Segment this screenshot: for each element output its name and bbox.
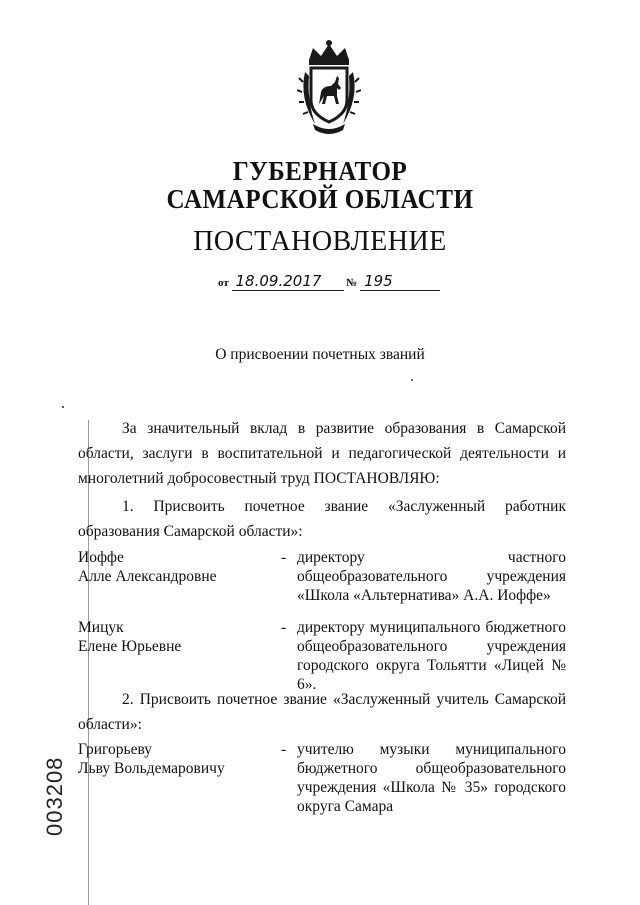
binding-margin-line [88, 420, 89, 905]
serial-number: 003208 [42, 756, 67, 836]
date-value: 18.09.2017 [232, 272, 344, 291]
authority-title-line2: САМАРСКОЙ ОБЛАСТИ [166, 184, 474, 214]
recipient-given-name: Алле Александровне [78, 568, 217, 585]
recipient-dash: - [281, 619, 287, 636]
recipient-position: директору частного общеобразовательного учреждения «Школа «Альтернатива» А.А. Иоффе» [297, 549, 566, 604]
item2-paragraph: 2. Присвоить почетное звание «Заслуженный учитель Самарской области»: [78, 691, 566, 733]
recipient-given-name: Льву Вольдемаровичу [78, 760, 225, 777]
recipient-name [78, 548, 217, 586]
preamble-paragraph: За значительный вклад в развитие образования в Самарской области, заслуги в воспитательной и педагогической деятельности и многолетний добросовестный труд ПОСТАНОВЛЯЮ: [78, 420, 566, 487]
recipient-position: учителю музыки муниципального бюджетного общеобразовательного учреждения «Школа № 35» городского округа Самара [297, 741, 566, 815]
recipient-name [78, 740, 225, 778]
recipient-surname: Иоффе [78, 549, 124, 566]
authority-title-line1: ГУБЕРНАТОР [232, 156, 408, 186]
scan-speck-left [62, 406, 64, 408]
recipient-surname: Григорьеву [78, 741, 152, 758]
recipient-position: директору муниципального бюджетного общеобразовательного учреждения городского округа Тольятти «Лицей № 6». [297, 619, 566, 693]
document-subject: О присвоении почетных званий [215, 346, 425, 363]
number-prefix: № [346, 277, 358, 289]
date-prefix: от [218, 277, 229, 289]
recipient-name [78, 618, 181, 656]
recipient-dash: - [281, 741, 287, 758]
date-number-line [218, 272, 440, 291]
item1-paragraph: 1. Присвоить почетное звание «Заслуженный работник образования Самарской области»: [78, 498, 566, 540]
coat-of-arms-emblem [297, 38, 361, 138]
scan-speck [411, 379, 413, 381]
recipient-dash: - [281, 549, 287, 566]
number-value: 195 [360, 272, 440, 291]
recipient-given-name: Елене Юрьевне [78, 638, 182, 655]
recipient-surname: Мицук [78, 619, 124, 636]
document-type-title: ПОСТАНОВЛЕНИЕ [193, 226, 447, 257]
